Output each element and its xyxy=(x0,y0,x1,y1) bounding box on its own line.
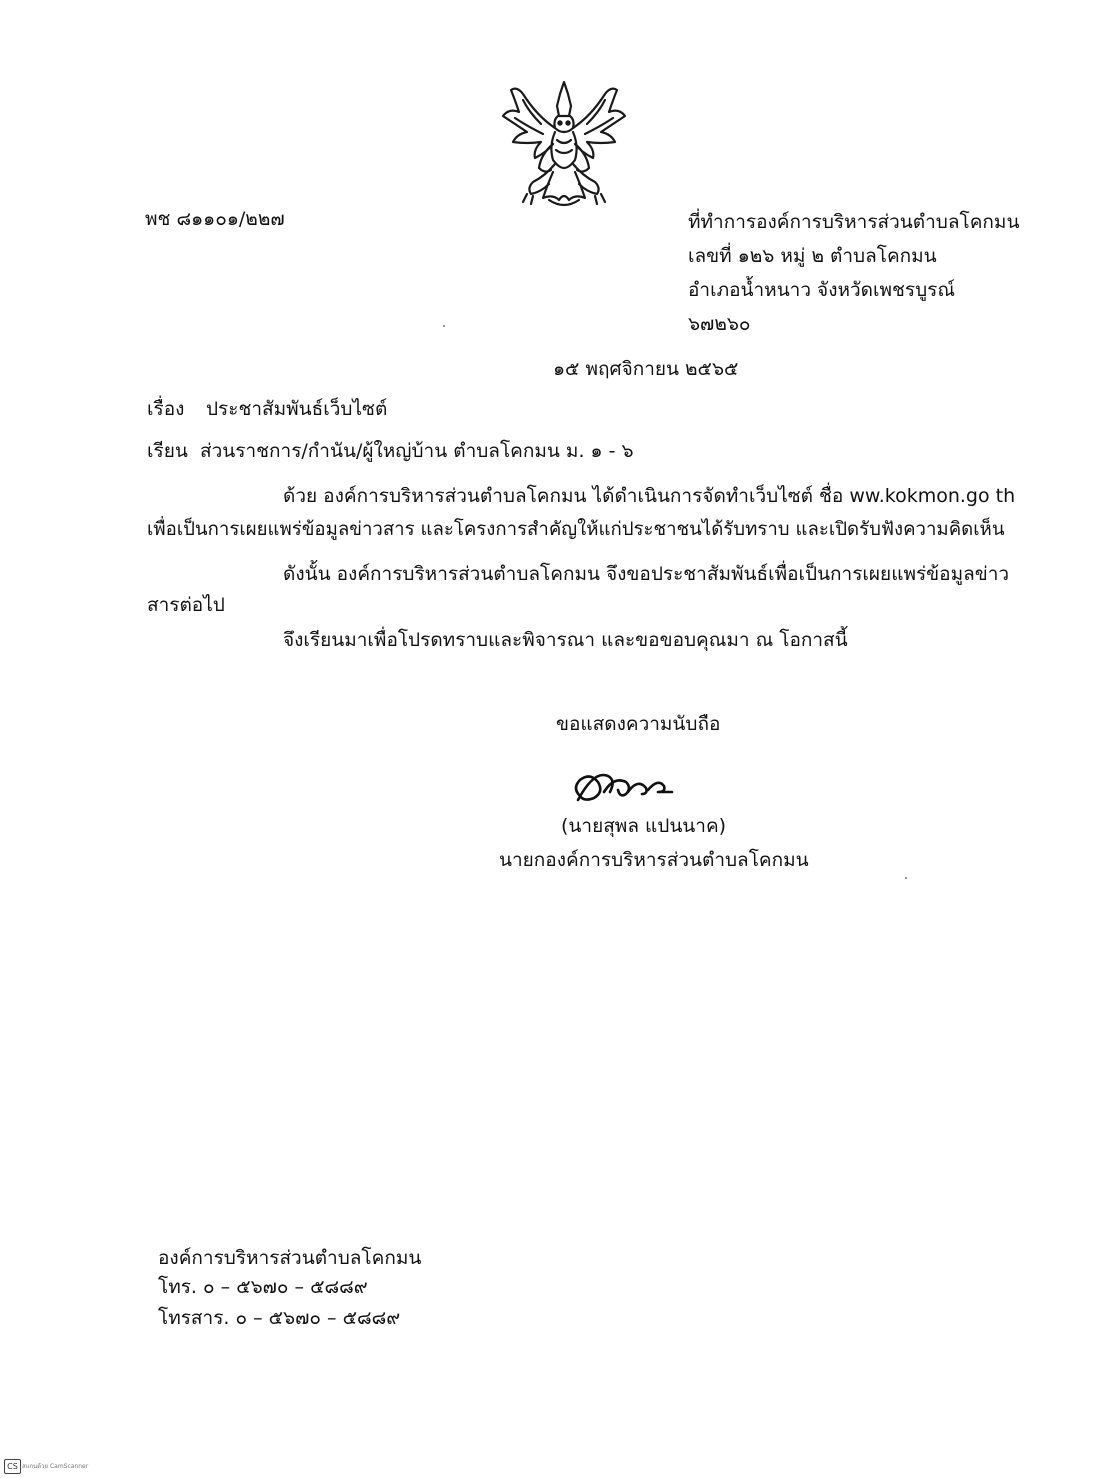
scan-speck xyxy=(443,325,445,327)
paragraph-1-line-2: เพื่อเป็นการเผยแพร่ข้อมูลข่าวสาร และโครงการสำคัญให้แก่ประชาชนได้รับทราบ และเปิดรับฟังความคิดเห็น xyxy=(147,519,1005,540)
letter-date: ๑๕ พฤศจิกายน ๒๕๖๕ xyxy=(553,358,739,380)
handwritten-signature xyxy=(568,752,688,812)
address-line-1: ที่ทำการองค์การบริหารส่วนตำบลโคกมน xyxy=(688,211,1020,233)
camscanner-text: สแกนด้วย CamScanner xyxy=(22,1463,89,1470)
paragraph-2-line-1: ดังนั้น องค์การบริหารส่วนตำบลโคกมน จึงขอประชาสัมพันธ์เพื่อเป็นการเผยแพร่ข้อมูลข่าว xyxy=(283,563,1010,585)
closing-salutation: ขอแสดงความนับถือ xyxy=(556,713,721,735)
garuda-emblem-icon xyxy=(497,76,632,214)
camscanner-logo: CS xyxy=(4,1459,21,1474)
recipient-label: เรียน xyxy=(147,440,188,462)
reference-number: พช ๘๑๑๐๑/๒๒๗ xyxy=(145,208,285,230)
signer-title: นายกองค์การบริหารส่วนตำบลโคกมน xyxy=(499,849,809,871)
subject-text: ประชาสัมพันธ์เว็บไซต์ xyxy=(206,398,388,420)
paragraph-2-line-2: สารต่อไป xyxy=(147,594,225,616)
subject-label: เรื่อง xyxy=(147,398,185,420)
paragraph-1-line-1: ด้วย องค์การบริหารส่วนตำบลโคกมน ได้ดำเนินการจัดทำเว็บไซต์ ชื่อ ww.kokmon.go th xyxy=(283,485,1016,507)
footer-organization: องค์การบริหารส่วนตำบลโคกมน xyxy=(158,1247,422,1269)
recipient-text: ส่วนราชการ/กำนัน/ผู้ใหญ่บ้าน ตำบลโคกมน ม. ๑ - ๖ xyxy=(200,440,634,462)
address-line-2: เลขที่ ๑๒๖ หมู่ ๒ ตำบลโคกมน xyxy=(688,245,937,267)
footer-phone: โทร. ๐ – ๕๖๗๐ – ๕๘๘๙ xyxy=(158,1276,368,1298)
postal-code: ๖๗๒๖๐ xyxy=(688,313,751,335)
paragraph-3: จึงเรียนมาเพื่อโปรดทราบและพิจารณา และขอขอบคุณมา ณ โอกาสนี้ xyxy=(283,629,848,651)
scan-speck xyxy=(905,877,907,879)
address-line-3: อำเภอน้ำหนาว จังหวัดเพชรบูรณ์ xyxy=(688,279,956,301)
footer-fax: โทรสาร. ๐ – ๕๖๗๐ – ๕๘๘๙ xyxy=(158,1307,401,1329)
signer-name: (นายสุพล แปนนาค) xyxy=(561,815,727,837)
